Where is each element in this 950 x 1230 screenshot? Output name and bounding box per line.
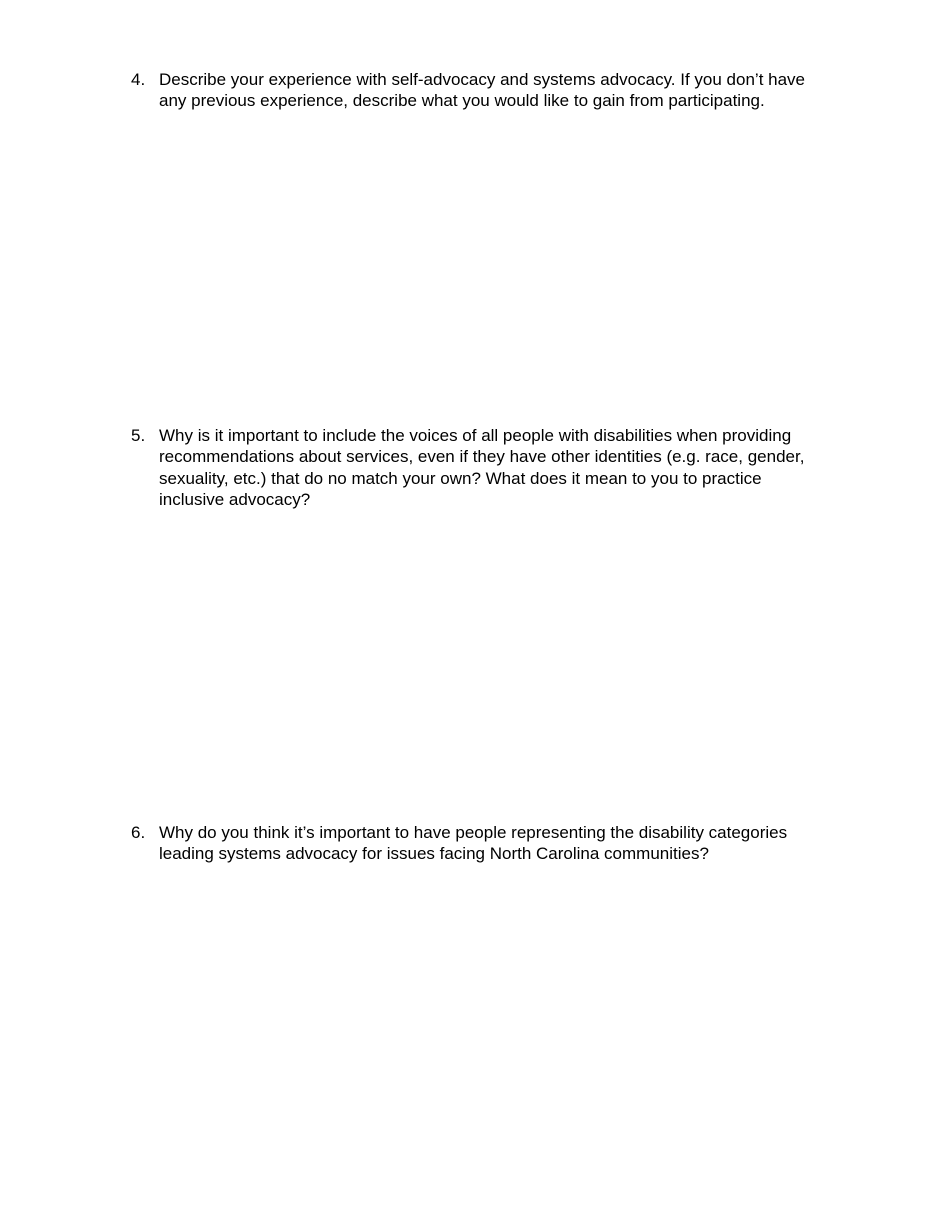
question-number: 5. bbox=[131, 426, 146, 445]
question-6 bbox=[131, 822, 831, 865]
question-number: 4. bbox=[131, 70, 146, 89]
question-number: 6. bbox=[131, 823, 146, 842]
question-text: Why is it important to include the voices of all people with disabilities when providing recommendations about services, even if they have other identities (e.g. race, gender, sexuality, etc.) that do no match your own? What does it mean to you to practice inclusive advocacy? bbox=[159, 426, 805, 509]
question-text: Describe your experience with self-advocacy and systems advocacy. If you don’t have any previous experience, describe what you would like to gain from participating. bbox=[159, 70, 805, 111]
question-text: Why do you think it’s important to have people representing the disability categories leading systems advocacy for issues facing North Carolina communities? bbox=[159, 823, 788, 864]
question-4 bbox=[131, 69, 831, 112]
question-5 bbox=[131, 425, 831, 510]
